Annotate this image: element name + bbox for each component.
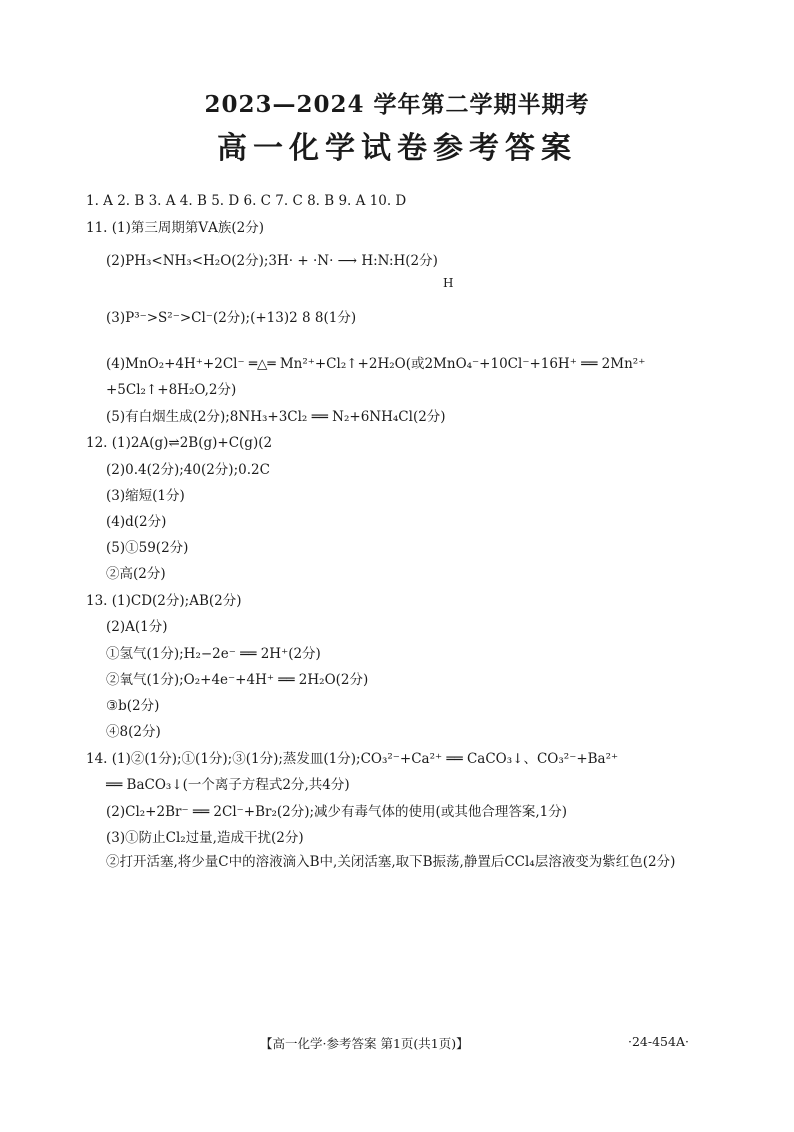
answer-line-13-2b: ②氧气(1分);O₂+4e⁻+4H⁺ ══ 2H₂O(2分)	[106, 672, 369, 688]
answer-line-11-2-h: H	[443, 276, 454, 290]
answer-line-14-3a: (3)①防止Cl₂过量,造成干扰(2分)	[106, 830, 304, 846]
answer-line-11-4-cont: +5Cl₂↑+8H₂O,2分)	[106, 382, 237, 398]
answer-line-choice: 1. A 2. B 3. A 4. B 5. D 6. C 7. C 8. B 9. A 10. D	[86, 193, 407, 209]
answer-line-14-1: 14. (1)②(1分);①(1分);③(1分);蒸发皿(1分);CO₃²⁻+Ca²⁺ ══ CaCO₃↓、CO₃²⁻+Ba²⁺	[86, 751, 619, 767]
answer-line-13-2: (2)A(1分)	[106, 619, 168, 635]
answer-line-12-4: (4)d(2分)	[106, 514, 167, 530]
answer-line-12-1: 12. (1)2A(g)⇌2B(g)+C(g)(2	[86, 435, 273, 451]
answer-line-12-2: (2)0.4(2分);40(2分);0.2C	[106, 462, 270, 478]
answer-line-11-4: (4)MnO₂+4H⁺+2Cl⁻ ═△═ Mn²⁺+Cl₂↑+2H₂O(或2MnO₄⁻+10Cl⁻+16H⁺ ══ 2Mn²⁺	[106, 356, 646, 372]
answer-line-14-1-cont: ══ BaCO₃↓(一个离子方程式2分,共4分)	[106, 777, 350, 793]
answer-line-13-2a: ①氢气(1分);H₂−2e⁻ ══ 2H⁺(2分)	[106, 646, 321, 662]
answer-line-13-2c: ③b(2分)	[106, 698, 160, 714]
answer-line-11-3: (3)P³⁻>S²⁻>Cl⁻(2分);(+13)2 8 8(1分)	[106, 310, 357, 326]
answer-line-14-3b: ②打开活塞,将少量C中的溶液滴入B中,关闭活塞,取下B振荡,静置后CCl₄层溶液变为紫红色(2分)	[106, 854, 676, 870]
answer-line-11-5: (5)有白烟生成(2分);8NH₃+3Cl₂ ══ N₂+6NH₄Cl(2分)	[106, 409, 446, 425]
answer-line-12-5b: ②高(2分)	[106, 566, 166, 582]
answer-line-12-3: (3)缩短(1分)	[106, 488, 185, 504]
answer-line-13-2d: ④8(2分)	[106, 724, 161, 740]
document-title: 高一化学试卷参考答案	[217, 131, 577, 166]
document-code: ·24-454A·	[628, 1034, 689, 1049]
answer-line-14-2: (2)Cl₂+2Br⁻ ══ 2Cl⁻+Br₂(2分);减少有毒气体的使用(或其他合理答案,1分)	[106, 804, 567, 820]
exam-title: 2023—2024 学年第二学期半期考	[204, 91, 590, 118]
answer-line-11-2: (2)PH₃<NH₃<H₂O(2分);3H· + ·N· ⟶ H:N:H(2分)	[106, 253, 438, 269]
answer-line-11-1: 11. (1)第三周期第ⅤA族(2分)	[86, 220, 265, 236]
page-footer: 【高一化学·参考答案 第1页(共1页)】	[260, 1036, 469, 1051]
answer-line-12-5a: (5)①59(2分)	[106, 540, 189, 556]
answer-line-13-1: 13. (1)CD(2分);AB(2分)	[86, 593, 242, 609]
